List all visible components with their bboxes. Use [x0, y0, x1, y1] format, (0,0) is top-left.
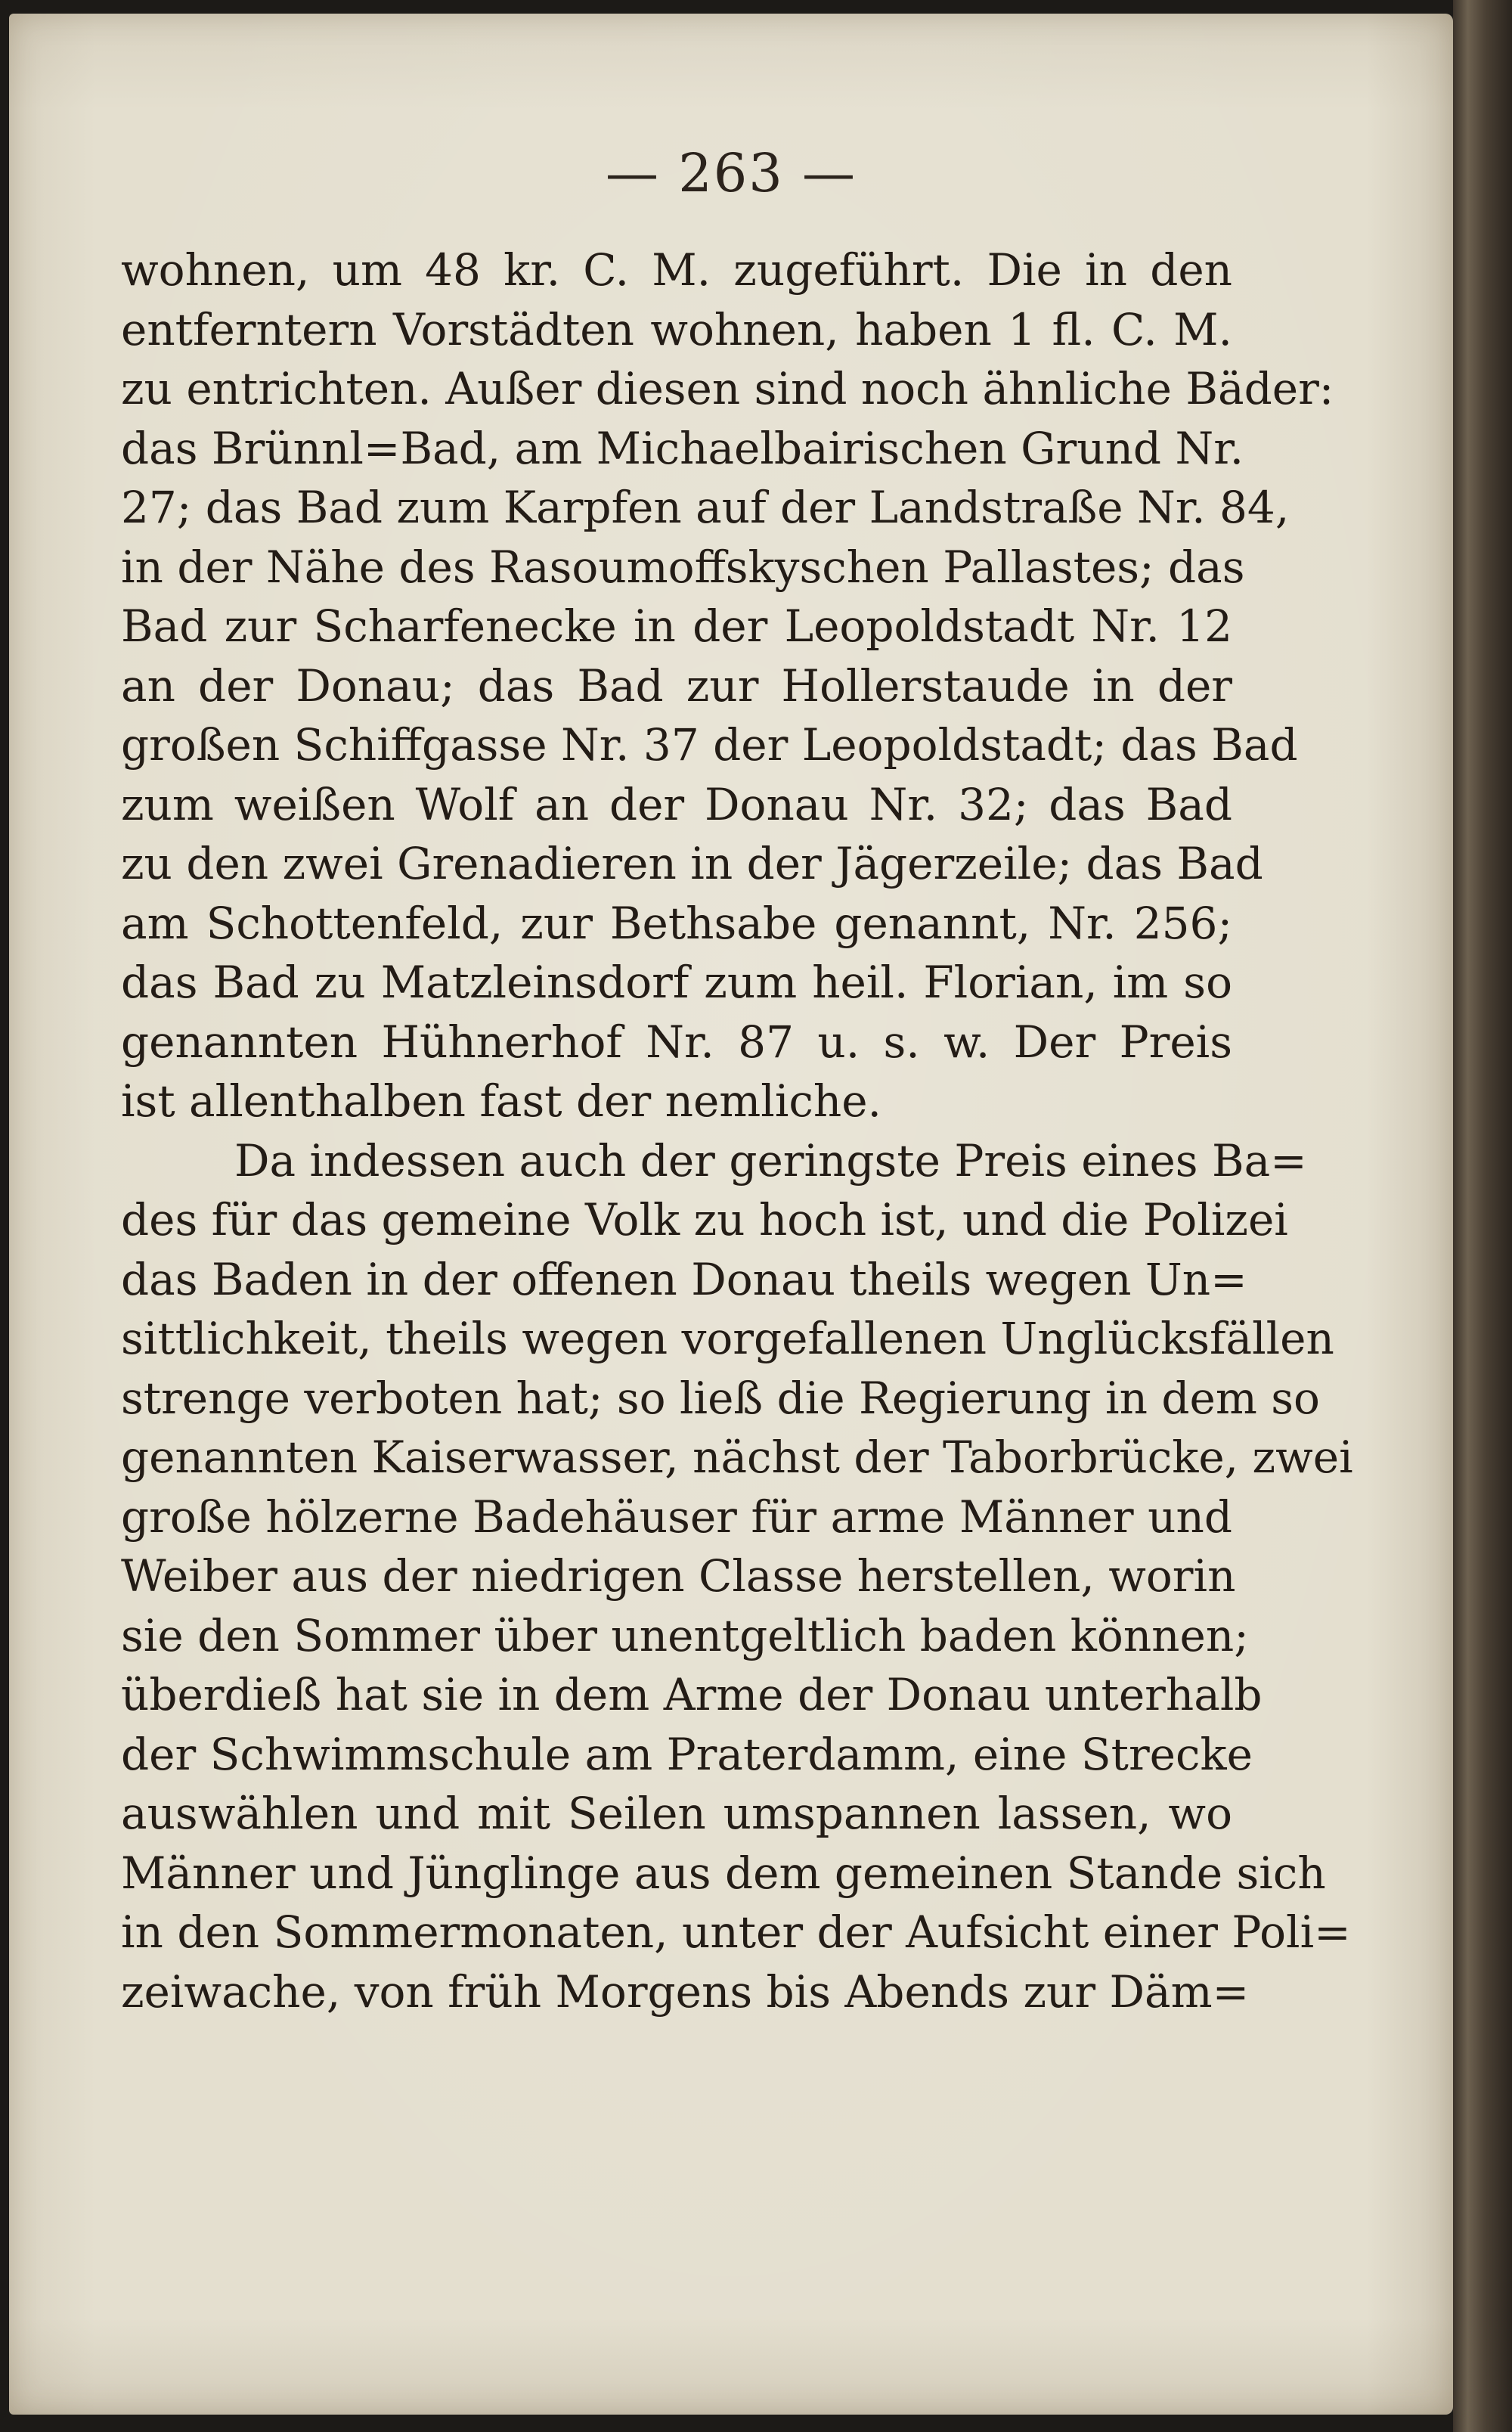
text-line: Da indessen auch der geringste Preis eines Ba=	[234, 1134, 1307, 1187]
text-line: entferntern Vorstädten wohnen, haben 1 fl. C. M.	[121, 303, 1232, 355]
text-line: Weiber aus der niedrigen Classe herstellen, worin	[121, 1550, 1236, 1602]
text-line: auswählen und mit Seilen umspannen lassen, wo	[121, 1788, 1232, 1839]
text-line: Männer und Jünglinge aus dem gemeinen Stande sich	[121, 1847, 1326, 1899]
text-line: 27; das Bad zum Karpfen auf der Landstraße Nr. 84,	[121, 482, 1290, 533]
text-line: wohnen, um 48 kr. C. M. zugeführt. Die in den	[121, 244, 1232, 296]
text-line: sie den Sommer über unentgeltlich baden können;	[121, 1609, 1249, 1661]
text-line: sittlichkeit, theils wegen vorgefallenen Unglücksfällen	[121, 1313, 1334, 1364]
text-line: großen Schiffgasse Nr. 37 der Leopoldstadt; das Bad	[121, 719, 1298, 771]
text-line: das Brünnl=Bad, am Michaelbairischen Grund Nr.	[121, 422, 1244, 474]
book-page	[9, 14, 1453, 2415]
body-text	[121, 240, 1353, 2021]
text-line: in der Nähe des Rasoumoffskyschen Pallastes; das	[121, 541, 1245, 593]
text-line: zu entrichten. Außer diesen sind noch ähnliche Bäder:	[121, 363, 1334, 414]
text-line: überdieß hat sie in dem Arme der Donau unterhalb	[121, 1669, 1263, 1720]
text-line: strenge verboten hat; so ließ die Regierung in dem so	[121, 1372, 1320, 1424]
text-line: das Baden in der offenen Donau theils wegen Un=	[121, 1253, 1247, 1305]
text-line: das Bad zu Matzleinsdorf zum heil. Florian, im so	[121, 957, 1232, 1008]
text-line: genannten Hühnerhof Nr. 87 u. s. w. Der Preis	[121, 1016, 1232, 1068]
text-line: große hölzerne Badehäuser für arme Männer und	[121, 1491, 1232, 1543]
text-line: des für das gemeine Volk zu hoch ist, und die Polizei	[121, 1194, 1288, 1245]
text-line: genannten Kaiserwasser, nächst der Taborbrücke, zwei	[121, 1432, 1353, 1483]
text-line: ist allenthalben fast der nemliche.	[121, 1075, 881, 1127]
book-edge	[1453, 0, 1512, 2432]
text-line: zeiwache, von früh Morgens bis Abends zur Däm=	[121, 1965, 1250, 2018]
page-number-header: — 263 —	[605, 142, 857, 204]
text-line: zu den zwei Grenadieren in der Jägerzeile; das Bad	[121, 838, 1263, 889]
text-line: der Schwimmschule am Praterdamm, eine Strecke	[121, 1728, 1253, 1780]
text-line: in den Sommermonaten, unter der Aufsicht einer Poli=	[121, 1906, 1351, 1958]
text-line: Bad zur Scharfenecke in der Leopoldstadt Nr. 12	[121, 600, 1232, 652]
text-line: zum weißen Wolf an der Donau Nr. 32; das Bad	[121, 778, 1232, 830]
text-line: an der Donau; das Bad zur Hollerstaude in der	[121, 659, 1232, 712]
text-line: am Schottenfeld, zur Bethsabe genannt, Nr. 256;	[121, 897, 1232, 949]
